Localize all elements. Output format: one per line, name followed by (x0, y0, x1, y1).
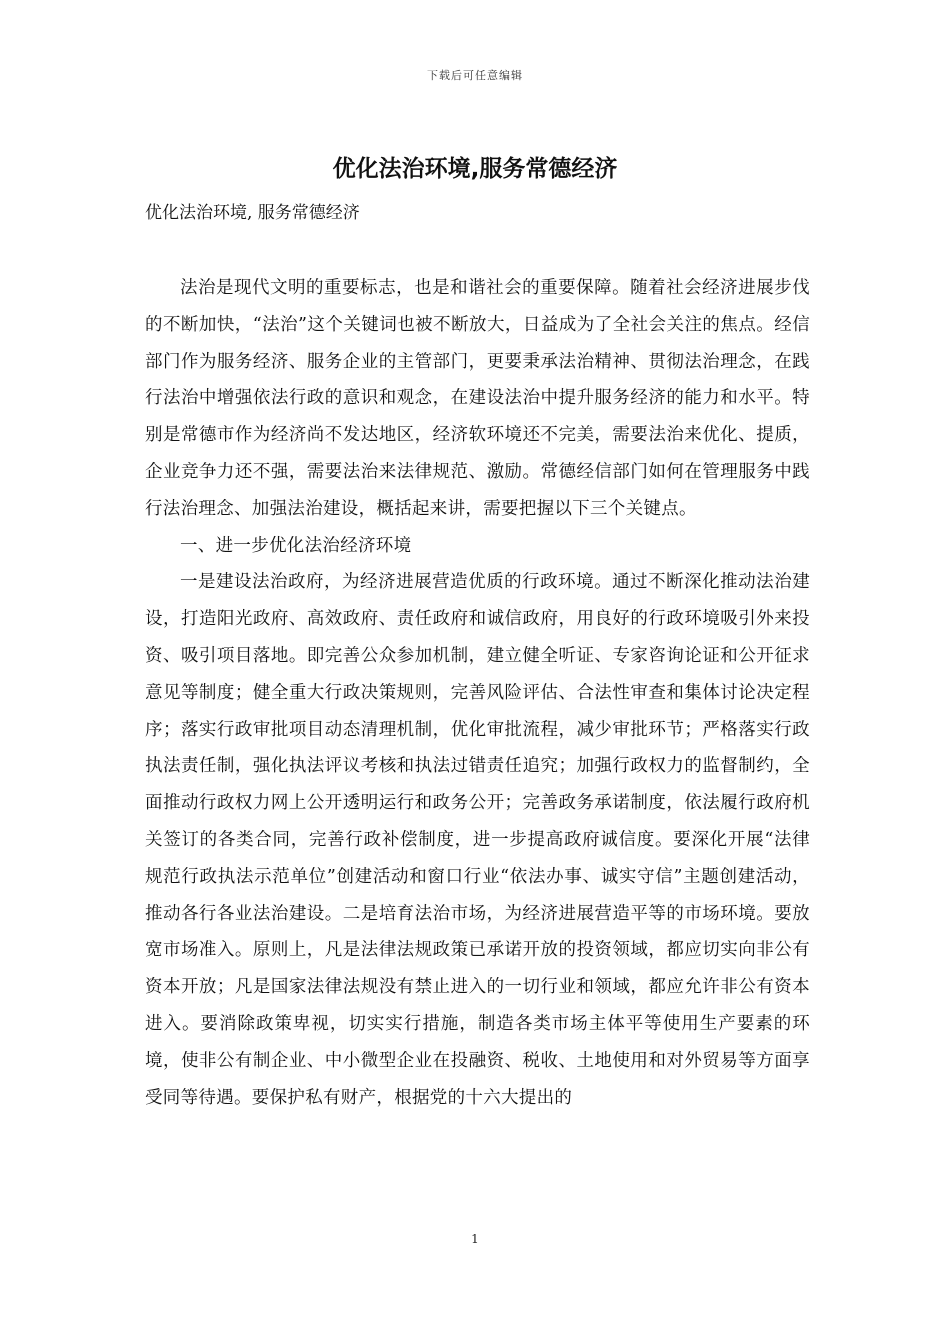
document-title: 优化法治环境,服务常德经济 (332, 156, 618, 182)
section-heading-1: 一、进一步优化法治经济环境 (180, 535, 412, 556)
paragraph-section-1: 一是建设法治政府，为经济进展营造优质的行政环境。通过不断深化推动法治建设，打造阳光政府、高效政府、责任政府和诚信政府，用良好的行政环境吸引外来投资、吸引项目落地。即完善公众参加机制，建立健全听证、专家咨询论证和公开征求意见等制度；健全重大行政决策规则，完善风险评估、合法性审查和集体讨论决定程序；落实行政审批项目动态清理机制，优化审批流程，减少审批环节；严格落实行政执法责任制，强化执法评议考核和执法过错责任追究；加强行政权力的监督制约，全面推动行政权力网上公开透明运行和政务公开；完善政务承诺制度，依法履行政府机关签订的各类合同，完善行政补偿制度，进一步提高政府诚信度。要深化开展“法律规范行政执法示范单位”创建活动和窗口行业“依法办事、诚实守信”主题创建活动，推动各行各业法治建设。二是培育法治市场，为经济进展营造平等的市场环境。要放宽市场准入。原则上，凡是法律法规政策已承诺开放的投资领域，都应切实向非公有资本开放；凡是国家法律法规没有禁止进入的一切行业和领域，都应允许非公有资本进入。要消除政策卑视，切实实行措施，制造各类市场主体平等使用生产要素的环境，使非公有制企业、中小微型企业在投融资、税收、土地使用和对外贸易等方面享受同等待遇。要保护私有财产，根据党的十六大提出的 (145, 572, 810, 1108)
paragraph-intro: 法治是现代文明的重要标志，也是和谐社会的重要保障。随着社会经济进展步伐的不断加快，“法治”这个关键词也被不断放大，日益成为了全社会关注的焦点。经信部门作为服务经济、服务企业的主管部门，更要秉承法治精神、贯彻法治理念，在践行法治中增强依法行政的意识和观念，在建设法治中提升服务经济的能力和水平。特别是常德市作为经济尚不发达地区，经济软环境还不完美，需要法治来优化、提质，企业竞争力还不强，需要法治来法律规范、激励。常德经信部门如何在管理服务中践行法治理念、加强法治建设，概括起来讲，需要把握以下三个关键点。 (145, 278, 810, 519)
page-header-note: 下载后可任意编辑 (427, 69, 523, 82)
document-subtitle: 优化法治环境, 服务常德经济 (145, 203, 360, 223)
document-body (145, 270, 810, 1116)
page-number: 1 (471, 1232, 479, 1246)
